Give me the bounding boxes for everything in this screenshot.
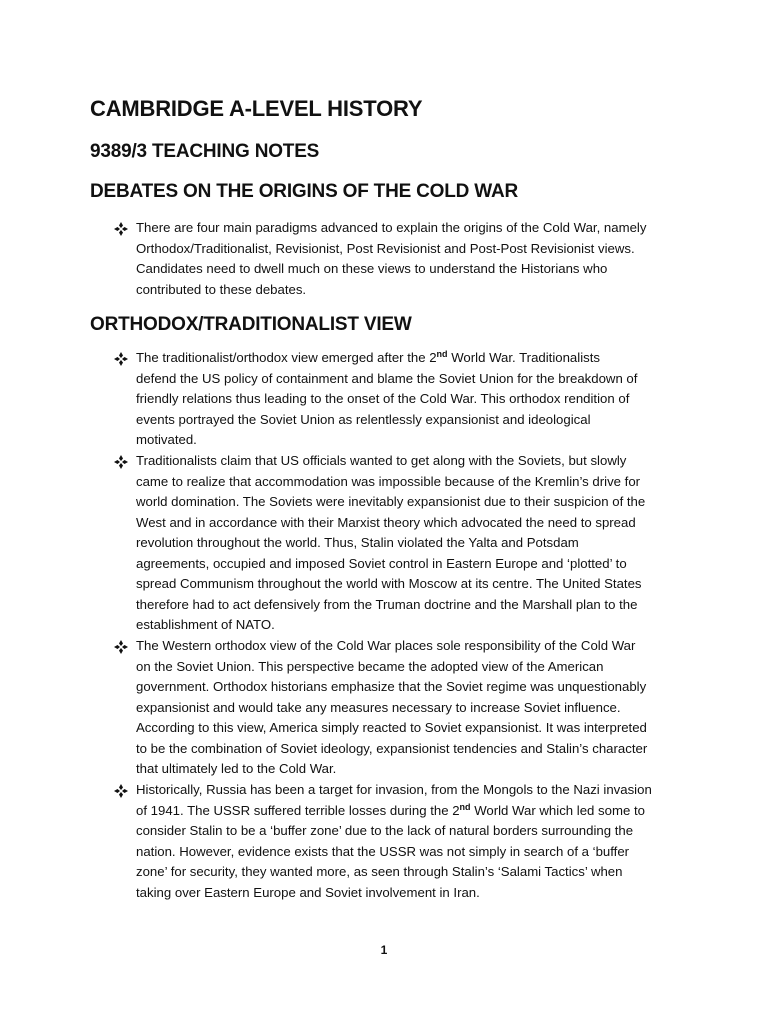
paragraph-line: revolution throughout the world. Thus, Stalin violated the Yalta and Potsdam: [136, 535, 579, 550]
paragraph-line: agreements, occupied and imposed Soviet control in Eastern Europe and ‘plotted’ to: [136, 555, 627, 571]
page-number: 1: [380, 943, 388, 957]
paragraph-line: According to this view, America simply reacted to Soviet expansionist. It was interpreted: [136, 720, 647, 735]
paragraph-line: Traditionalists claim that US officials wanted to get along with the Soviets, but slowly: [136, 453, 627, 468]
document-title: CAMBRIDGE A-LEVEL HISTORY: [90, 96, 423, 121]
orthodox-paragraph-2: [136, 451, 676, 636]
intro-paragraph: [136, 218, 676, 300]
section-heading: ORTHODOX/TRADITIONALIST VIEW: [90, 314, 412, 335]
paragraph-line: taking over Eastern Europe and Soviet involvement in Iran.: [136, 884, 480, 900]
diamond-bullet-icon: [114, 784, 130, 800]
diamond-bullet-icon: [114, 455, 130, 471]
line-text: World War. Traditionalists: [447, 350, 600, 365]
paragraph-line: events portrayed the Soviet Union as relentlessly expansionist and ideological: [136, 411, 591, 427]
paragraph-line: to be the combination of Soviet ideology, expansionist tendencies and Stalin’s character: [136, 740, 648, 756]
paragraph-line: spread Communism throughout the world with Moscow at its centre. The United States: [136, 576, 642, 591]
paragraph-line: friendly relations thus leading to the onset of the Cold War. This orthodox rendition of: [136, 391, 630, 406]
line-text: The traditionalist/orthodox view emerged after the 2: [136, 350, 437, 365]
document-subtitle: 9389/3 TEACHING NOTES: [90, 141, 320, 162]
paragraph-line: expansionist and would take any measures necessary to increase Soviet influence.: [136, 699, 621, 715]
paragraph-line: world domination. The Soviets were inevitably expansionist due to their suspicion of the: [136, 494, 646, 509]
diamond-bullet-icon: [114, 352, 130, 368]
ordinal-suffix: nd: [459, 801, 471, 812]
paragraph-line: nation. However, evidence exists that the USSR was not simply in search of a ‘buffer: [136, 843, 630, 859]
paragraph-line: Historically, Russia has been a target for invasion, from the Mongols to the Nazi invasion: [136, 782, 652, 797]
section-title: DEBATES ON THE ORIGINS OF THE COLD WAR: [90, 181, 518, 202]
paragraph-line: West and in accordance with their Marxist theory which advocated the need to spread: [136, 514, 636, 530]
line-text: World War which led some to: [470, 802, 645, 818]
paragraph-line: [136, 348, 676, 369]
orthodox-paragraph-3: [136, 636, 676, 780]
orthodox-paragraph-1: [136, 348, 676, 451]
paragraph-line: motivated.: [136, 432, 197, 447]
paragraph-line: therefore had to act defensively from the Truman doctrine and the Marshall plan to the: [136, 596, 638, 612]
intro-line: There are four main paradigms advanced to explain the origins of the Cold War, namely: [136, 220, 647, 235]
paragraph-line: The Western orthodox view of the Cold War places sole responsibility of the Cold War: [136, 638, 636, 653]
paragraph-line: consider Stalin to be a ‘buffer zone’ due to the lack of natural borders surrounding the: [136, 823, 634, 838]
diamond-bullet-icon: [114, 640, 130, 656]
line-text: of 1941. The USSR suffered terrible losses during the 2: [136, 802, 460, 818]
intro-line: Candidates need to dwell much on these views to understand the Historians who: [136, 261, 608, 276]
paragraph-line: establishment of NATO.: [136, 617, 275, 632]
paragraph-line: came to realize that accommodation was impossible because of the Kremlin’s drive for: [136, 473, 641, 489]
paragraph-line: that ultimately led to the Cold War.: [136, 761, 337, 776]
intro-line: contributed to these debates.: [136, 281, 307, 297]
paragraph-line: [136, 801, 676, 822]
orthodox-paragraph-4: [136, 780, 676, 903]
intro-line: Orthodox/Traditionalist, Revisionist, Post Revisionist and Post-Post Revisionist views.: [136, 240, 635, 256]
paragraph-line: defend the US policy of containment and blame the Soviet Union for the breakdown of: [136, 370, 638, 386]
ordinal-suffix: nd: [436, 349, 448, 359]
paragraph-line: on the Soviet Union. This perspective became the adopted view of the American: [136, 658, 604, 674]
diamond-bullet-icon: [114, 222, 130, 238]
paragraph-line: zone’ for security, they wanted more, as seen through Stalin’s ‘Salami Tactics’ when: [136, 864, 623, 879]
paragraph-line: government. Orthodox historians emphasize that the Soviet regime was unquestionably: [136, 679, 647, 694]
